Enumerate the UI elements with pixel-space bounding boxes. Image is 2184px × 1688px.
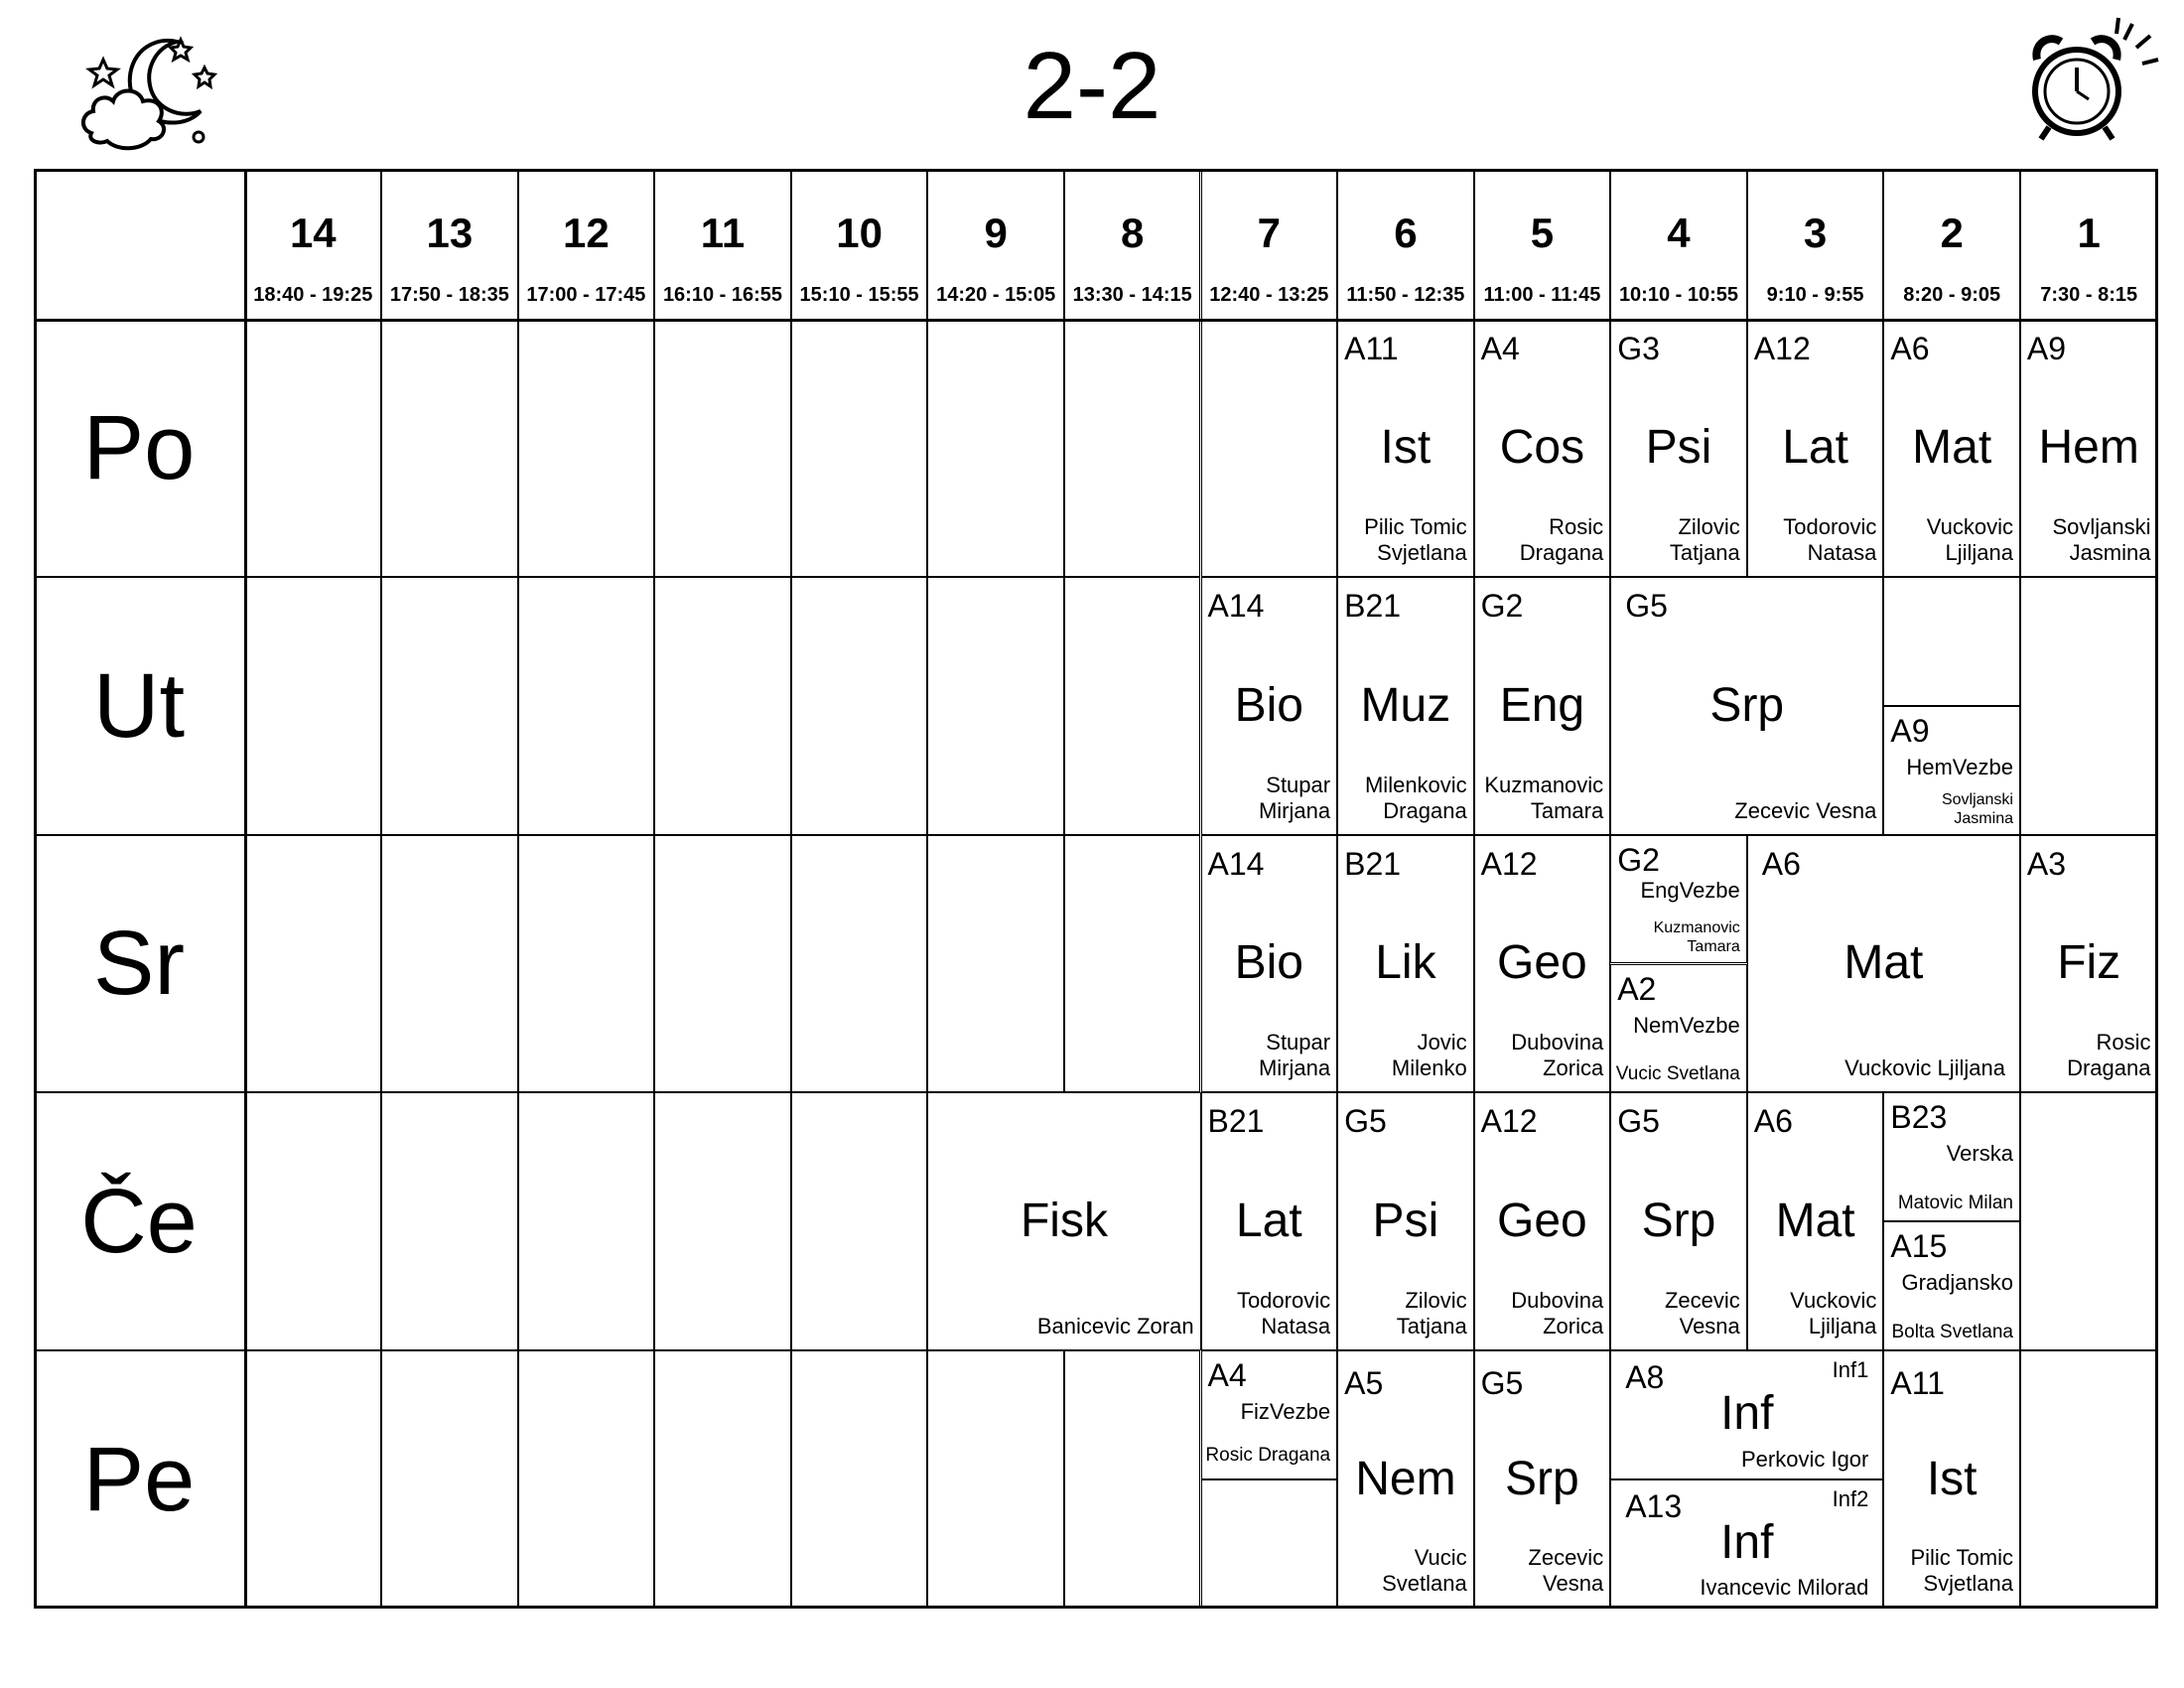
room-label: G5 bbox=[1625, 588, 1668, 625]
empty-cell bbox=[381, 1350, 518, 1609]
lesson-cell-pe-2[interactable] bbox=[1883, 1350, 2020, 1609]
subject-label: Muz bbox=[1360, 678, 1451, 732]
subject-label: HemVezbe bbox=[1906, 754, 2013, 779]
subject-label: Mat bbox=[1843, 936, 1924, 990]
teacher-label: Sovljanski Jasmina bbox=[2052, 514, 2151, 566]
lesson-cell-sr-5[interactable] bbox=[1474, 835, 1611, 1093]
day-label-sr: Sr bbox=[34, 835, 245, 1093]
empty-cell bbox=[518, 1092, 655, 1350]
room-label: A15 bbox=[1890, 1228, 1948, 1265]
room-label: B21 bbox=[1344, 845, 1402, 882]
alarm-clock-icon bbox=[2015, 14, 2164, 153]
group-label: Inf1 bbox=[1832, 1356, 1869, 1382]
room-label: A12 bbox=[1480, 845, 1538, 882]
subject-label: EngVezbe bbox=[1640, 877, 1740, 903]
teacher-label: Kuzmanovic Tamara bbox=[1653, 919, 1740, 956]
moon-cloud-stars-icon bbox=[77, 30, 226, 159]
lesson-cell-po-5[interactable] bbox=[1474, 320, 1611, 578]
empty-cell bbox=[927, 320, 1064, 578]
room-label: A11 bbox=[1344, 330, 1399, 366]
room-label: A8 bbox=[1625, 1358, 1665, 1395]
teacher-label: Vucic Svetlana bbox=[1615, 1063, 1740, 1085]
empty-cell bbox=[245, 1350, 382, 1609]
teacher-label: Stupar Mirjana bbox=[1258, 772, 1331, 823]
subject-label: Inf bbox=[1720, 1515, 1774, 1569]
room-label: G5 bbox=[1617, 1103, 1660, 1140]
subject-label: Geo bbox=[1497, 1195, 1587, 1248]
lesson-cell-sr-1[interactable] bbox=[2020, 835, 2158, 1093]
period-header-10: 10 15:10 - 15:55 bbox=[791, 169, 928, 320]
empty-cell bbox=[518, 320, 655, 578]
lesson-cell-pe-6[interactable] bbox=[1337, 1350, 1474, 1609]
day-label-pe: Pe bbox=[34, 1350, 245, 1609]
period-header-9: 9 14:20 - 15:05 bbox=[927, 169, 1064, 320]
subject-label: Mat bbox=[1775, 1195, 1855, 1248]
teacher-label: Matovic Milan bbox=[1897, 1193, 2013, 1214]
empty-cell bbox=[1201, 1479, 1338, 1609]
room-label: A4 bbox=[1480, 330, 1520, 366]
lesson-cell-ce-2-a[interactable] bbox=[1883, 1092, 2020, 1221]
teacher-label: Jovic Milenko bbox=[1391, 1030, 1467, 1081]
teacher-label: Vuckovic Ljiljana bbox=[1844, 1055, 2005, 1081]
empty-cell bbox=[927, 577, 1064, 835]
room-label: G3 bbox=[1617, 330, 1660, 366]
day-label-po: Po bbox=[34, 320, 245, 578]
room-label: A2 bbox=[1617, 970, 1657, 1007]
lesson-cell-ce-5[interactable] bbox=[1474, 1092, 1611, 1350]
room-label: G2 bbox=[1617, 841, 1660, 878]
lesson-cell-ce-6[interactable] bbox=[1337, 1092, 1474, 1350]
period-header-11: 11 16:10 - 16:55 bbox=[654, 169, 791, 320]
teacher-label: Dubovina Zorica bbox=[1511, 1287, 1604, 1338]
room-label: G5 bbox=[1480, 1364, 1524, 1401]
empty-cell bbox=[791, 1350, 928, 1609]
subject-label: Psi bbox=[1645, 421, 1712, 475]
period-header-8: 8 13:30 - 14:15 bbox=[1064, 169, 1201, 320]
teacher-label: Rosic Dragana bbox=[1519, 514, 1604, 566]
subject-label: Cos bbox=[1499, 421, 1585, 475]
period-header-5: 5 11:00 - 11:45 bbox=[1474, 169, 1611, 320]
room-label: A9 bbox=[1890, 712, 1930, 749]
empty-cell bbox=[245, 577, 382, 835]
room-label: A6 bbox=[1890, 330, 1930, 366]
empty-cell bbox=[927, 835, 1064, 1093]
empty-cell bbox=[1064, 577, 1201, 835]
subject-label: Lat bbox=[1235, 1195, 1302, 1248]
room-label: B23 bbox=[1890, 1099, 1948, 1136]
teacher-label: Bolta Svetlana bbox=[1891, 1321, 2013, 1342]
teacher-label: Dubovina Zorica bbox=[1511, 1030, 1604, 1081]
subject-label: Lik bbox=[1375, 936, 1436, 990]
teacher-label: Rosic Dragana bbox=[1205, 1444, 1331, 1466]
lesson-cell-ce-3[interactable] bbox=[1747, 1092, 1884, 1350]
room-label: A5 bbox=[1344, 1364, 1384, 1401]
empty-cell bbox=[381, 835, 518, 1093]
empty-cell bbox=[245, 835, 382, 1093]
subject-label: Geo bbox=[1497, 936, 1587, 990]
empty-cell bbox=[1064, 320, 1201, 578]
lesson-cell-sr-6[interactable] bbox=[1337, 835, 1474, 1093]
room-label: A13 bbox=[1625, 1487, 1683, 1524]
teacher-label: Zilovic Tatjana bbox=[1396, 1287, 1467, 1338]
lesson-cell-po-2[interactable] bbox=[1883, 320, 2020, 578]
teacher-label: Perkovic Igor bbox=[1740, 1446, 1869, 1472]
group-label: Inf2 bbox=[1832, 1485, 1869, 1511]
period-header-6: 6 11:50 - 12:35 bbox=[1337, 169, 1474, 320]
subject-label: Ist bbox=[1380, 421, 1432, 475]
empty-cell bbox=[1883, 577, 2020, 706]
teacher-label: Zecevic Vesna bbox=[1734, 797, 1877, 823]
empty-cell bbox=[1201, 320, 1338, 578]
lesson-cell-ce-2-b[interactable] bbox=[1883, 1221, 2020, 1350]
subject-label: Mat bbox=[1912, 421, 1992, 475]
subject-label: Fiz bbox=[2057, 936, 2121, 990]
lesson-cell-sr-7[interactable] bbox=[1201, 835, 1338, 1093]
empty-cell bbox=[518, 1350, 655, 1609]
lesson-cell-ut-2-b[interactable] bbox=[1883, 706, 2020, 835]
subject-label: Hem bbox=[2038, 421, 2139, 475]
lesson-cell-ce-9-8[interactable] bbox=[927, 1092, 1200, 1350]
lesson-cell-pe-4-3-b[interactable] bbox=[1610, 1479, 1883, 1609]
room-label: A4 bbox=[1207, 1356, 1247, 1393]
lesson-cell-po-4[interactable] bbox=[1610, 320, 1747, 578]
teacher-label: Banicevic Zoran bbox=[1036, 1313, 1194, 1338]
period-header-2: 2 8:20 - 9:05 bbox=[1883, 169, 2020, 320]
subject-label: Fisk bbox=[1020, 1195, 1108, 1248]
subject-label: Nem bbox=[1355, 1452, 1456, 1505]
room-label: A14 bbox=[1207, 845, 1265, 882]
lesson-cell-ut-5[interactable] bbox=[1474, 577, 1611, 835]
subject-label: Ist bbox=[1926, 1452, 1978, 1505]
empty-cell bbox=[381, 1092, 518, 1350]
subject-label: Psi bbox=[1372, 1195, 1439, 1248]
lesson-cell-po-3[interactable] bbox=[1747, 320, 1884, 578]
period-header-1: 1 7:30 - 8:15 bbox=[2020, 169, 2158, 320]
subject-label: Lat bbox=[1782, 421, 1848, 475]
empty-cell bbox=[245, 320, 382, 578]
room-label: G2 bbox=[1480, 588, 1524, 625]
teacher-label: Stupar Mirjana bbox=[1258, 1030, 1331, 1081]
empty-cell bbox=[654, 1350, 791, 1609]
teacher-label: Rosic Dragana bbox=[2067, 1030, 2151, 1081]
empty-cell bbox=[654, 1092, 791, 1350]
lesson-cell-po-1[interactable] bbox=[2020, 320, 2158, 578]
empty-cell bbox=[2020, 1092, 2158, 1350]
teacher-label: Pilic Tomic Svjetlana bbox=[1910, 1545, 2013, 1597]
subject-label: NemVezbe bbox=[1633, 1012, 1740, 1038]
lesson-cell-ut-6[interactable] bbox=[1337, 577, 1474, 835]
room-label: A3 bbox=[2026, 845, 2067, 882]
empty-cell bbox=[791, 320, 928, 578]
subject-label: Srp bbox=[1641, 1195, 1716, 1248]
timetable-title: 2-2 bbox=[1023, 33, 1161, 139]
room-label: A12 bbox=[1480, 1103, 1538, 1140]
empty-cell bbox=[654, 577, 791, 835]
empty-cell bbox=[927, 1350, 1064, 1609]
teacher-label: Sovljanski Jasmina bbox=[1941, 790, 2013, 827]
empty-cell bbox=[381, 577, 518, 835]
empty-cell bbox=[518, 577, 655, 835]
teacher-label: Ivancevic Milorad bbox=[1700, 1575, 1869, 1601]
subject-label: Inf bbox=[1720, 1386, 1774, 1440]
period-header-3: 3 9:10 - 9:55 bbox=[1747, 169, 1884, 320]
subject-label: Verska bbox=[1946, 1141, 2013, 1167]
teacher-label: Todorovic Natasa bbox=[1236, 1287, 1331, 1338]
subject-label: Srp bbox=[1505, 1452, 1579, 1505]
lesson-cell-pe-7-a[interactable] bbox=[1201, 1350, 1338, 1479]
empty-cell bbox=[1064, 1350, 1201, 1609]
timetable-grid bbox=[34, 169, 2158, 1609]
empty-cell bbox=[791, 1092, 928, 1350]
subject-label: Bio bbox=[1234, 936, 1303, 990]
day-label-ce: Če bbox=[34, 1092, 245, 1350]
teacher-label: Zilovic Tatjana bbox=[1669, 514, 1740, 566]
room-label: A9 bbox=[2026, 330, 2067, 366]
lesson-cell-ut-4-3[interactable] bbox=[1610, 577, 1883, 835]
empty-cell bbox=[654, 835, 791, 1093]
teacher-label: Zecevic Vesna bbox=[1528, 1545, 1604, 1597]
subject-label: FizVezbe bbox=[1240, 1398, 1331, 1424]
room-label: G5 bbox=[1344, 1103, 1387, 1140]
lesson-cell-ce-7[interactable] bbox=[1201, 1092, 1338, 1350]
corner-cell bbox=[34, 169, 245, 320]
lesson-cell-ce-4[interactable] bbox=[1610, 1092, 1747, 1350]
room-label: A14 bbox=[1207, 588, 1265, 625]
period-header-12: 12 17:00 - 17:45 bbox=[518, 169, 655, 320]
subject-label: Srp bbox=[1709, 678, 1785, 732]
subject-label: Eng bbox=[1499, 678, 1585, 732]
teacher-label: Zecevic Vesna bbox=[1664, 1287, 1740, 1338]
teacher-label: Vuckovic Ljiljana bbox=[1926, 514, 2013, 566]
empty-cell bbox=[791, 577, 928, 835]
teacher-label: Vuckovic Ljiljana bbox=[1790, 1287, 1877, 1338]
day-label-ut: Ut bbox=[34, 577, 245, 835]
period-header-4: 4 10:10 - 10:55 bbox=[1610, 169, 1747, 320]
empty-cell bbox=[245, 1092, 382, 1350]
teacher-label: Milenkovic Dragana bbox=[1364, 772, 1467, 823]
period-header-14: 14 18:40 - 19:25 bbox=[245, 169, 382, 320]
teacher-label: Pilic Tomic Svjetlana bbox=[1364, 514, 1467, 566]
period-header-7: 7 12:40 - 13:25 bbox=[1201, 169, 1338, 320]
lesson-cell-pe-5[interactable] bbox=[1474, 1350, 1611, 1609]
empty-cell bbox=[654, 320, 791, 578]
room-label: B21 bbox=[1344, 588, 1402, 625]
subject-label: Gradjansko bbox=[1901, 1270, 2013, 1296]
room-label: B21 bbox=[1207, 1103, 1265, 1140]
lesson-cell-pe-4-3-a[interactable] bbox=[1610, 1350, 1883, 1479]
lesson-cell-sr-3-2[interactable] bbox=[1747, 835, 2020, 1093]
room-label: A6 bbox=[1761, 845, 1801, 882]
subject-label: Bio bbox=[1234, 678, 1303, 732]
lesson-cell-sr-4-a[interactable] bbox=[1610, 835, 1747, 964]
room-label: A11 bbox=[1890, 1364, 1945, 1401]
empty-cell bbox=[1064, 835, 1201, 1093]
empty-cell bbox=[381, 320, 518, 578]
teacher-label: Vucic Svetlana bbox=[1382, 1545, 1467, 1597]
room-label: A12 bbox=[1753, 330, 1811, 366]
empty-cell bbox=[2020, 1350, 2158, 1609]
lesson-cell-sr-4-b[interactable] bbox=[1610, 964, 1747, 1093]
lesson-cell-ut-7[interactable] bbox=[1201, 577, 1338, 835]
empty-cell bbox=[791, 835, 928, 1093]
lesson-cell-po-6[interactable] bbox=[1337, 320, 1474, 578]
room-label: A6 bbox=[1753, 1103, 1793, 1140]
teacher-label: Kuzmanovic Tamara bbox=[1484, 772, 1604, 823]
empty-cell bbox=[2020, 577, 2158, 835]
period-header-13: 13 17:50 - 18:35 bbox=[381, 169, 518, 320]
empty-cell bbox=[518, 835, 655, 1093]
teacher-label: Todorovic Natasa bbox=[1783, 514, 1877, 566]
